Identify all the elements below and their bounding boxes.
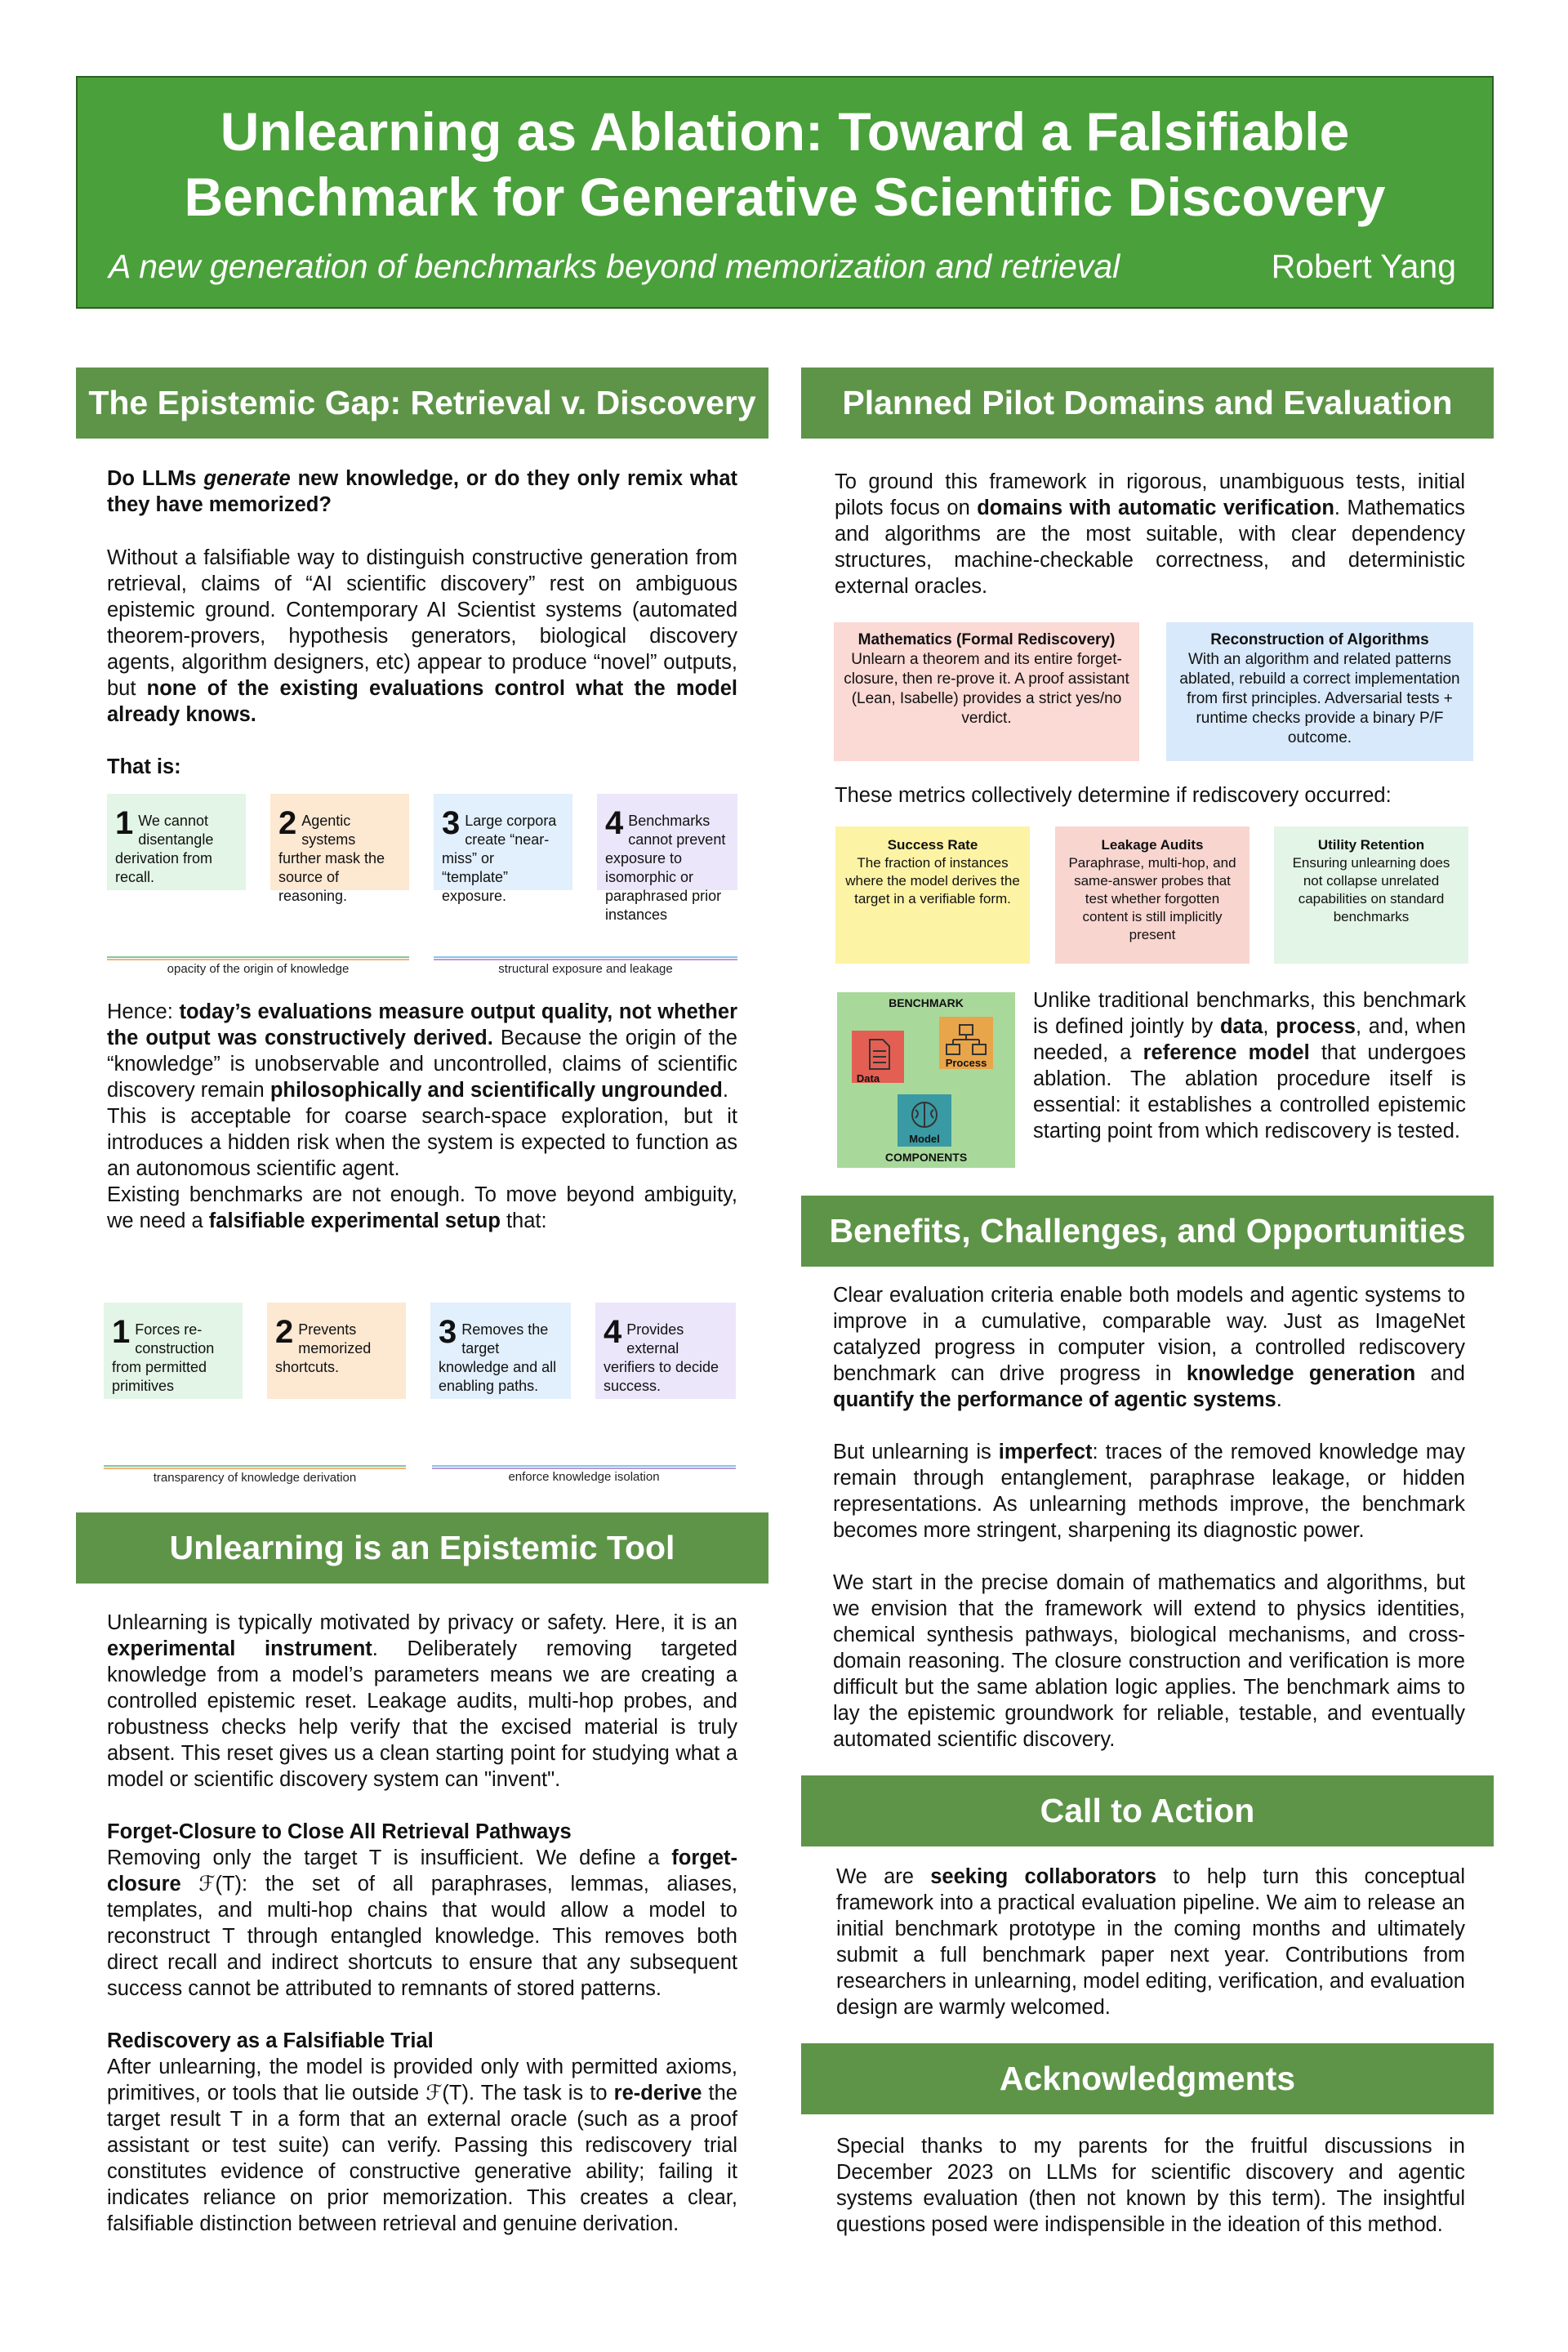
setup-box-1: 1 Forces re-construction from permitted primitives <box>104 1303 243 1399</box>
gap-paragraph-3: This is acceptable for coarse search-space exploration, but it introduces a hidden risk when the system is expected to function as an autonomous scientific agent. <box>107 1105 737 1180</box>
pilot-math-box: Mathematics (Formal Rediscovery) Unlearn a theorem and its entire forget-closure, then re-prove it. A proof assistant (Lean, Isabelle) provides a strict yes/no verdict. <box>834 622 1139 761</box>
section-heading-cta: Call to Action <box>801 1775 1494 1846</box>
data-label: Data <box>856 1072 880 1085</box>
process-label: Process <box>945 1057 987 1069</box>
poster-author: Robert Yang <box>1271 247 1456 285</box>
model-label: Model <box>909 1133 940 1145</box>
section-heading-tool: Unlearning is an Epistemic Tool <box>76 1512 768 1584</box>
benefits-paragraph-1: Clear evaluation criteria enable both models and agentic systems to improve in a cumulative, comparable way. Just as ImageNet catalyzed progress in computer vision, a controlled rediscovery benchmark can drive progress in knowledge generation and quantify the performance of agentic systems. <box>833 1284 1465 1411</box>
model-brain-icon <box>898 1094 951 1147</box>
divider <box>432 1468 736 1469</box>
benchmark-label-top: BENCHMARK <box>889 996 964 1009</box>
pilot-algo-box: Reconstruction of Algorithms With an algorithm and related patterns ablated, rebuild a correct implementation from first principles. Adversarial tests + runtime checks provide a binary P/F outcome. <box>1166 622 1473 761</box>
benchmark-components-diagram <box>837 992 1015 1168</box>
caption-isolation: enforce knowledge isolation <box>508 1470 660 1484</box>
poster-subtitle: A new generation of benchmarks beyond memorization and retrieval <box>109 247 1120 285</box>
section-heading-pilot: Planned Pilot Domains and Evaluation <box>801 368 1494 439</box>
gap-paragraph-1: Without a falsifiable way to distinguish constructive generation from retrieval, claims of “AI scientific discovery” rest on ambiguous epistemic ground. Contemporary AI Scientist systems (automated theorem-provers, hypothesis generators, biological discovery agents, algorithm designers, etc) appear to produce “novel” outputs, but none of the existing evaluations control what the model already knows. <box>107 546 737 726</box>
pilot-metrics-intro: These metrics collectively determine if rediscovery occurred: <box>835 784 1392 807</box>
divider <box>107 959 409 960</box>
section-heading-gap: The Epistemic Gap: Retrieval v. Discovery <box>76 368 768 439</box>
gap-box-1: 1 We cannot disentangle derivation from recall. <box>107 794 246 890</box>
setup-box-2: 2 Prevents memorized shortcuts. <box>267 1303 406 1399</box>
setup-box-4: 4 Provides external verifiers to decide success. <box>595 1303 736 1399</box>
divider <box>434 956 737 958</box>
poster-header <box>76 76 1494 309</box>
ack-paragraph: Special thanks to my parents for the fruitful discussions in December 2023 on LLMs for scientific discovery and agentic systems evaluation (then not known by this term). The insightful questions posed were indispensible in the ideation of this method. <box>836 2135 1465 2236</box>
caption-opacity: opacity of the origin of knowledge <box>167 962 350 976</box>
caption-transparency: transparency of knowledge derivation <box>153 1471 357 1485</box>
benefits-paragraph-3: We start in the precise domain of mathematics and algorithms, but we envision that the framework will extend to physics identities, chemical synthesis pathways, biological mechanisms, and cross-domain reasoning. The closure construction and verification is more difficult but the same ablation logic applies. The benchmark aims to lay the epistemic groundwork for reliable, testable, and eventually automated scientific discovery. <box>833 1571 1465 1751</box>
gap-box-3: 3 Large corpora create “near-miss” or “template” exposure. <box>434 794 572 890</box>
poster-title: Unlearning as Ablation: Toward a Falsifiable Benchmark for Generative Scientific Discovery <box>184 101 1386 227</box>
process-icon <box>939 1017 993 1069</box>
tool-rediscovery: Rediscovery as a Falsifiable Trial After unlearning, the model is provided only with permitted axioms, primitives, or tools that lie outside ℱ(T). The task is to re-derive the target result T in a form that an external oracle (such as a proof assistant or test suite) can verify. Passing this rediscovery trial constitutes evidence of constructive generative ability; failing it indicates reliance on prior memorization. This creates a clear, falsifiable distinction between retrieval and genuine derivation. <box>107 2029 737 2235</box>
metric-leakage-audits: Leakage Audits Paraphrase, multi-hop, and same-answer probes that test whether forgotten content is still implicitly present <box>1055 826 1250 964</box>
benchmark-label-bottom: COMPONENTS <box>884 1151 968 1164</box>
benefits-paragraph-2: But unlearning is imperfect: traces of the removed knowledge may remain through entanglement, paraphrase leakage, or hidden representations. As unlearning methods improve, the benchmark becomes more stringent, sharpening its diagnostic power. <box>833 1441 1465 1542</box>
tool-paragraph-1: Unlearning is typically motivated by privacy or safety. Here, it is an experimental instrument. Deliberately removing targeted knowledge from a model’s parameters means we are creating a controlled epistemic reset. Leakage audits, multi-hop probes, and robustness checks help verify that the excised material is truly absent. This reset gives us a clean starting point for studying what a model or scientific discovery system can "invent". <box>107 1611 737 1791</box>
pilot-paragraph-2: Unlike traditional benchmarks, this benchmark is defined jointly by data, process, and, when needed, a reference model that undergoes ablation. The ablation procedure itself is essential: it establishes a controlled epistemic starting point from which rediscovery is tested. <box>1033 989 1466 1143</box>
divider <box>432 1465 736 1467</box>
gap-box-2: 2 Agentic systems further mask the source of reasoning. <box>270 794 409 890</box>
gap-that-is: That is: <box>107 755 181 778</box>
cta-paragraph: We are seeking collaborators to help turn this conceptual framework into a practical evaluation pipeline. We aim to release an initial benchmark prototype in the coming months and ultimately submit a full benchmark paper next year. Contributions from researchers in unlearning, model editing, verification, and evaluation design are warmly welcomed. <box>836 1865 1465 2019</box>
data-icon <box>852 1031 904 1085</box>
metric-success-rate: Success Rate The fraction of instances where the model derives the target in a verifiable form. <box>835 826 1030 964</box>
divider <box>104 1465 406 1467</box>
divider <box>104 1468 406 1469</box>
gap-paragraph-4: Existing benchmarks are not enough. To move beyond ambiguity, we need a falsifiable experimental setup that: <box>107 1183 737 1232</box>
section-heading-benefits: Benefits, Challenges, and Opportunities <box>801 1196 1494 1267</box>
caption-exposure: structural exposure and leakage <box>498 962 673 976</box>
pilot-paragraph-1: To ground this framework in rigorous, unambiguous tests, initial pilots focus on domains with automatic verification. Mathematics and algorithms are the most suitable, with clear dependency structures, machine-checkable correctness, and deterministic external oracles. <box>835 470 1465 598</box>
tool-forget-closure: Forget-Closure to Close All Retrieval Pathways Removing only the target T is insufficient. We define a forget-closure ℱ(T): the set of all paraphrases, lemmas, aliases, templates, and multi-hop chains that would allow a model to reconstruct T through entangled knowledge. This removes both direct recall and indirect shortcuts to ensure that any subsequent success cannot be attributed to remnants of stored patterns. <box>107 1820 737 2000</box>
gap-box-4: 4 Benchmarks cannot prevent exposure to isomorphic or paraphrased prior instances <box>597 794 737 890</box>
section-heading-ack: Acknowledgments <box>801 2043 1494 2114</box>
divider <box>107 956 409 958</box>
gap-paragraph-2: Hence: today’s evaluations measure output quality, not whether the output was constructively derived. Because the origin of the “knowledge” is unobservable and uncontrolled, claims of scientific discovery remain philosophically and scientifically ungrounded. <box>107 1000 737 1102</box>
divider <box>434 959 737 960</box>
setup-box-3: 3 Removes the target knowledge and all enabling paths. <box>430 1303 571 1399</box>
metric-utility-retention: Utility Retention Ensuring unlearning does not collapse unrelated capabilities on standard benchmarks <box>1274 826 1468 964</box>
gap-question: Do LLMs generate new knowledge, or do they only remix what they have memorized? <box>107 467 737 516</box>
